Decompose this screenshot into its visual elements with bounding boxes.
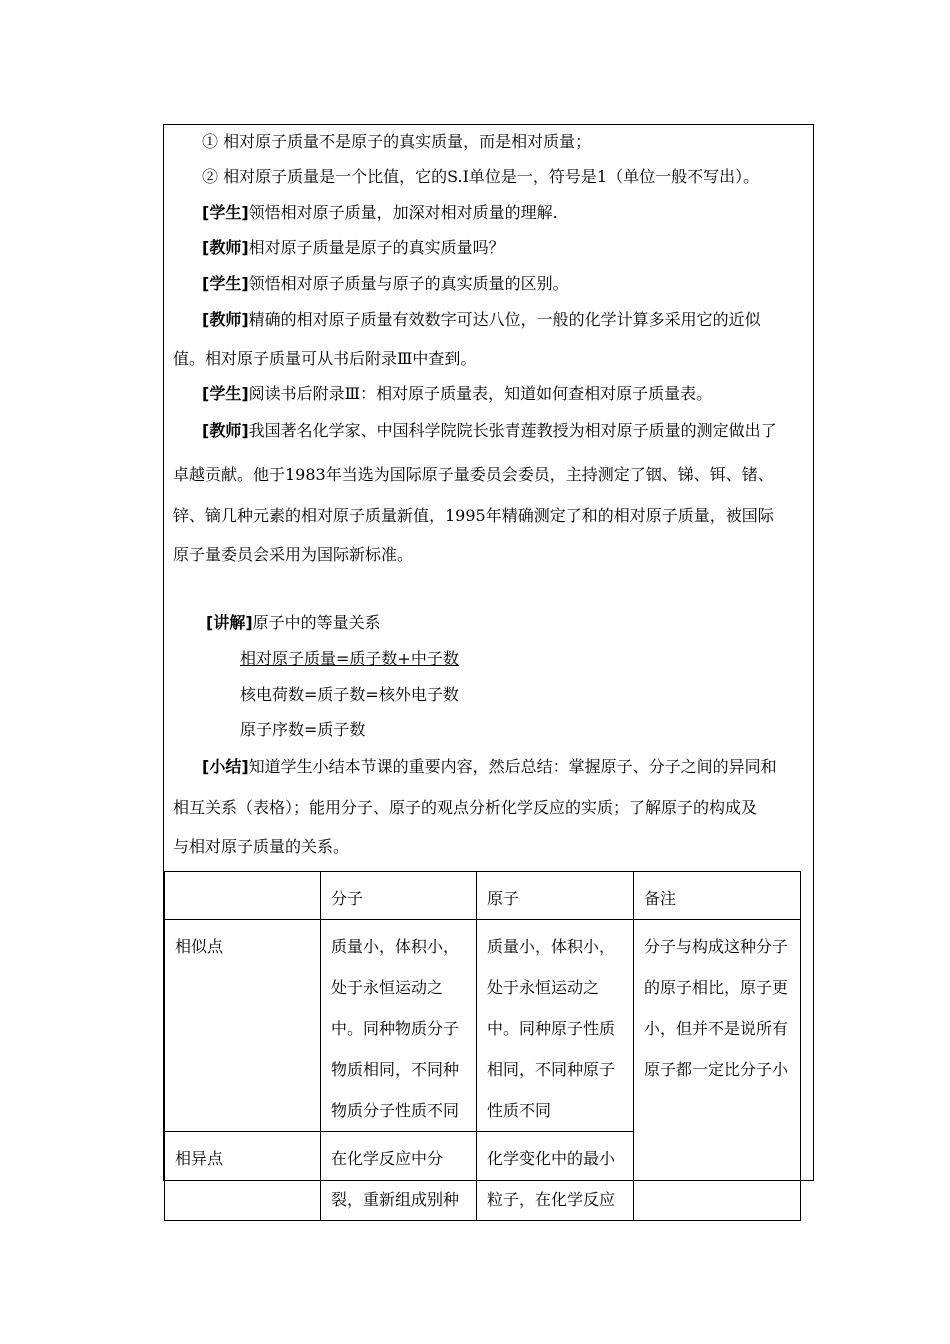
header-cell-empty: [165, 872, 321, 920]
point-1: ① 相对原子质量不是原子的真实质量，而是相对质量；: [202, 132, 592, 151]
header-cell-atom: 原子: [477, 872, 634, 920]
summary-line-cont-2: 与相对原子质量的关系。: [173, 837, 350, 856]
role-tag: [讲解]: [206, 613, 253, 632]
student-line-1: [学生]领悟相对原子质量，加深对相对质量的理解.: [202, 203, 558, 222]
table-header-row: [165, 872, 801, 920]
role-tag: [教师]: [202, 421, 249, 440]
point-2: ② 相对原子质量是一个比值，它的S.I单位是一，符号是1（单位一般不写出）。: [202, 167, 760, 186]
teacher-line-2-cont: 值。相对原子质量可从书后附录Ⅲ中查到。: [173, 349, 477, 368]
cell-atom-similar: 质量小，体积小，处于永恒运动之中。同种原子性质相同，不同种原子性质不同: [477, 920, 634, 1132]
equation-1: 相对原子质量=质子数+中子数: [240, 649, 459, 668]
row-label-similar: 相似点: [165, 920, 321, 1132]
role-tag: [教师]: [202, 310, 249, 329]
header-cell-note: 备注: [634, 872, 801, 920]
comparison-table: [164, 871, 801, 1221]
table-row: [165, 920, 801, 1132]
teacher-line-2: [教师]精确的相对原子质量有效数字可达八位，一般的化学计算多采用它的近似: [202, 310, 761, 329]
teacher-line-3-cont-3: 原子量委员会采用为国际新标准。: [173, 545, 414, 564]
cell-molecule-similar: 质量小，体积小，处于永恒运动之中。同种物质分子物质相同，不同种物质分子性质不同: [321, 920, 477, 1132]
lecture-line: [讲解]原子中的等量关系: [206, 613, 381, 632]
summary-line: [小结]知道学生小结本节课的重要内容，然后总结：掌握原子、分子之间的异同和: [202, 757, 777, 776]
equation-2: 核电荷数=质子数=核外电子数: [240, 685, 459, 704]
role-tag: [学生]: [202, 384, 249, 403]
equation-3: 原子序数=质子数: [240, 720, 366, 739]
cell-molecule-different: 在化学反应中分裂，重新组成别种: [321, 1132, 477, 1221]
header-cell-molecule: 分子: [321, 872, 477, 920]
role-tag: [学生]: [202, 203, 249, 222]
role-tag: [教师]: [202, 238, 249, 257]
role-tag: [小结]: [202, 757, 249, 776]
teacher-line-3-cont-2: 锌、镝几种元素的相对原子质量新值，1995年精确测定了和的相对原子质量，被国际: [173, 506, 774, 525]
teacher-line-1: [教师]相对原子质量是原子的真实质量吗？: [202, 238, 505, 257]
summary-line-cont-1: 相互关系（表格）；能用分子、原子的观点分析化学反应的实质；了解原子的构成及: [173, 798, 758, 817]
lesson-frame: [163, 124, 814, 1209]
cell-atom-different: 化学变化中的最小粒子，在化学反应: [477, 1132, 634, 1221]
cell-note: 分子与构成这种分子的原子相比，原子更小，但并不是说所有原子都一定比分子小: [634, 920, 801, 1221]
student-line-3: [学生]阅读书后附录Ⅲ：相对原子质量表，知道如何查相对原子质量表。: [202, 384, 713, 403]
teacher-line-3-cont-1: 卓越贡献。他于1983年当选为国际原子量委员会委员，主持测定了铟、锑、铒、锗、: [173, 465, 774, 484]
role-tag: [学生]: [202, 274, 249, 293]
student-line-2: [学生]领悟相对原子质量与原子的真实质量的区别。: [202, 274, 569, 293]
row-label-different: 相异点: [165, 1132, 321, 1221]
teacher-line-3: [教师]我国著名化学家、中国科学院院长张青莲教授为相对原子质量的测定做出了: [202, 421, 777, 440]
